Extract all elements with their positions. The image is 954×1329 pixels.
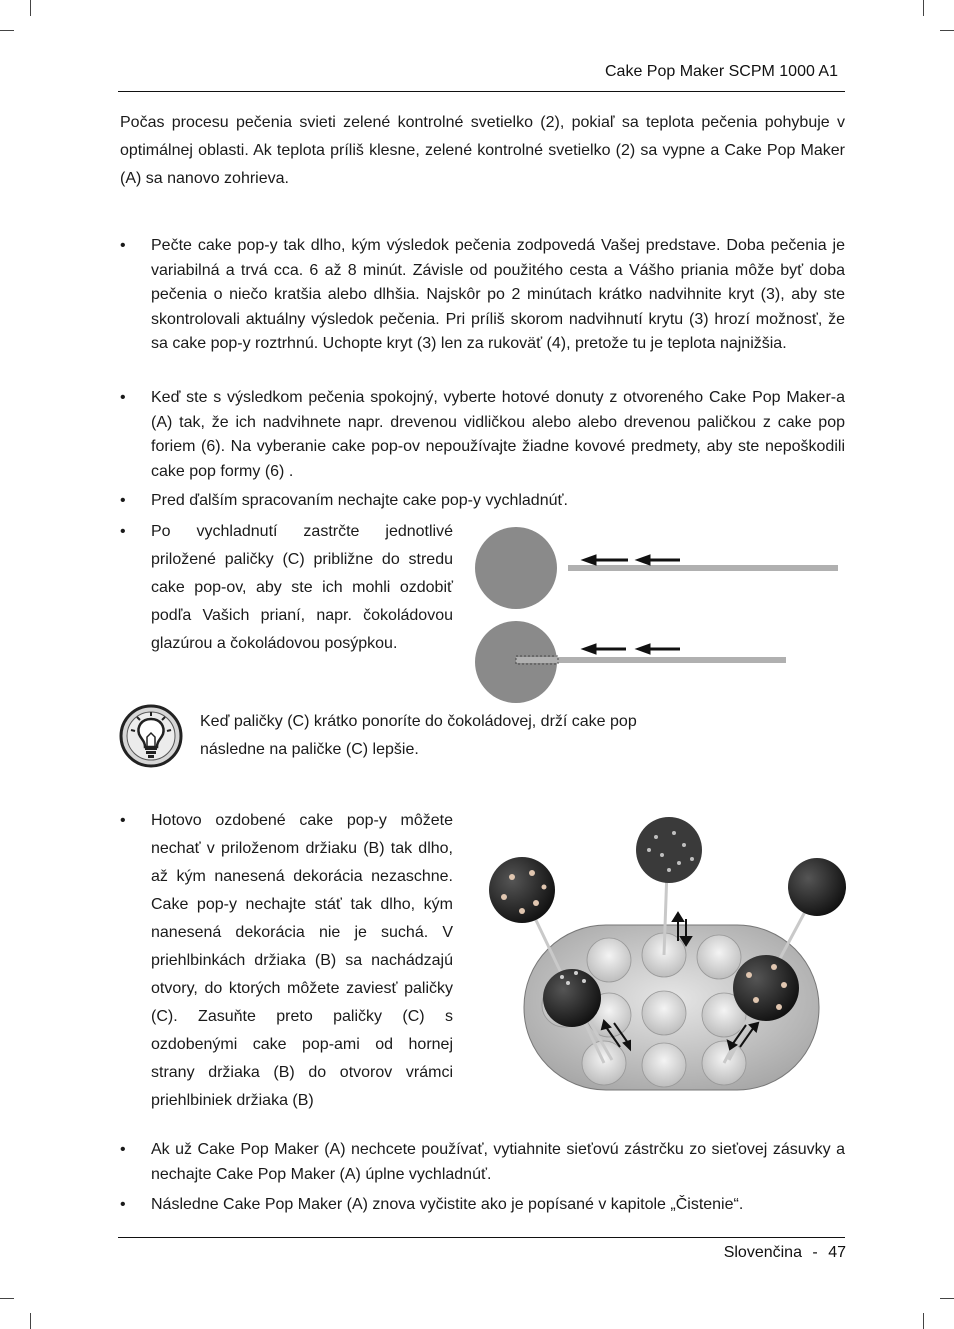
cake-pop	[788, 858, 846, 916]
intro-paragraph: Počas procesu pečenia svieti zelené kontrolné svetielko (2), pokiaľ sa teplota pečenia pohybuje v optimálnej oblasti. Ak teplota príliš klesne, zelené kontrolné svetielko (2) sa vypne a Cake Pop Maker (A) sa nanovo zohrieva.	[120, 114, 845, 187]
footer-rule	[118, 1237, 845, 1238]
footer-separator: -	[812, 1244, 818, 1261]
cake-pop-holder-illustration	[484, 815, 854, 1095]
bullet-symbol: •	[120, 389, 126, 406]
cake-pop-ball	[475, 527, 557, 609]
cake-pop	[636, 817, 702, 883]
stick	[568, 565, 838, 571]
bullet-text: Hotovo ozdobené cake pop-y môžete nechať v priloženom držiaku (B) tak dlho, až kým nanesená dekorácia nezaschne. Cake pop-y nechajte stáť tak dlho, kým nanesená dekorácia nie je suchá. V priehlbinkách držiaka (B) sa nachádzajú otvory, do ktorých môžete zaviesť paličky (C). Zasuňte preto paličky (C) s ozdobenými cake pop-ami od hornej strany držiaka (B) do otvorov vrámci priehlbiniek držiaka (B)	[151, 812, 453, 1109]
bullet-text: Pečte cake pop-y tak dlho, kým výsledok pečenia zodpovedá Vašej predstave. Doba pečenia je variabilná a trvá cca. 6 až 8 minút. Závisle od použitého cesta a Vášho priania môže byť doba pečenia o niečo kratšia alebo dlhšia. Najskôr po 2 minútach krátko nadvihnite kryt (3), aby ste skontrolovali aktuálny výsledok pečenia. Pri príliš skorom nadvihnutí krytu (3) hrozí možnosť, že sa cake pop-y roztrhnú. Uchopte kryt (3) len za rukoväť (4), pretože tu je teplota najnižšia.	[151, 237, 845, 352]
list-item	[120, 1138, 845, 1187]
bullet-symbol: •	[120, 1141, 126, 1158]
bullet-symbol: •	[120, 523, 126, 540]
list-item	[120, 518, 453, 658]
list-item	[120, 234, 845, 357]
cake-pop	[733, 955, 799, 1021]
crop-mark	[940, 1298, 954, 1299]
stick	[516, 657, 786, 663]
lightbulb-icon	[119, 704, 183, 768]
list-item	[120, 489, 845, 514]
crop-mark	[30, 1313, 31, 1329]
bullet-symbol: •	[120, 237, 126, 254]
crop-mark	[30, 0, 31, 16]
crop-mark	[0, 30, 14, 31]
crop-mark	[923, 1313, 924, 1329]
bullet-text: Ak už Cake Pop Maker (A) nechcete používať, vytiahnite sieťovú zástrčku zo sieťovej zásuvky a nechajte Cake Pop Maker (A) úplne vychladnúť.	[151, 1141, 845, 1183]
tip-text: Keď paličky (C) krátko ponoríte do čokoládovej, drží cake pop následne na paličke (C) lepšie.	[200, 713, 637, 758]
page-footer	[724, 1244, 846, 1262]
bullet-text: Pred ďalším spracovaním nechajte cake pop-y vychladnúť.	[151, 492, 568, 509]
page-number: 47	[828, 1244, 846, 1261]
header-rule	[118, 91, 845, 92]
bullet-symbol: •	[120, 492, 126, 509]
bullet-text: Keď ste s výsledkom pečenia spokojný, vyberte hotové donuty z otvoreného Cake Pop Maker-a (A) tak, že ich nadvihnete napr. drevenou vidličkou alebo alebo drevenou paličkou z cake pop foriem (6). Na vyberanie cake pop-ov nepoužívajte žiadne kovové predmety, aby ste nepoškodili cake pop formy (6) .	[151, 389, 845, 480]
arrow-left-icon	[582, 555, 680, 565]
list-item	[120, 386, 845, 484]
bullet-text: Po vychladnutí zastrčte jednotlivé priložené paličky (C) približne do stredu cake pop-ov, aby ste ich mohli ozdobiť podľa Vašich prianí, napr. čokoládovou glazúrou a čokoládovou posýpkou.	[151, 523, 453, 652]
crop-mark	[0, 1298, 14, 1299]
crop-mark	[940, 30, 954, 31]
bullet-symbol: •	[120, 1196, 126, 1213]
bullet-symbol: •	[120, 812, 126, 829]
crop-mark	[923, 0, 924, 16]
header-title: Cake Pop Maker SCPM 1000 A1	[604, 63, 838, 80]
arrow-left-icon	[582, 644, 680, 654]
bullet-text: Následne Cake Pop Maker (A) znova vyčistite ako je popísané v kapitole „Čistenie“.	[151, 1196, 744, 1213]
cake-pop	[543, 969, 601, 1027]
footer-language: Slovenčina	[723, 1244, 802, 1261]
cake-pop	[489, 857, 555, 923]
stick-insertion-illustration	[470, 522, 850, 707]
list-item	[120, 807, 453, 1115]
list-item	[120, 1193, 845, 1218]
